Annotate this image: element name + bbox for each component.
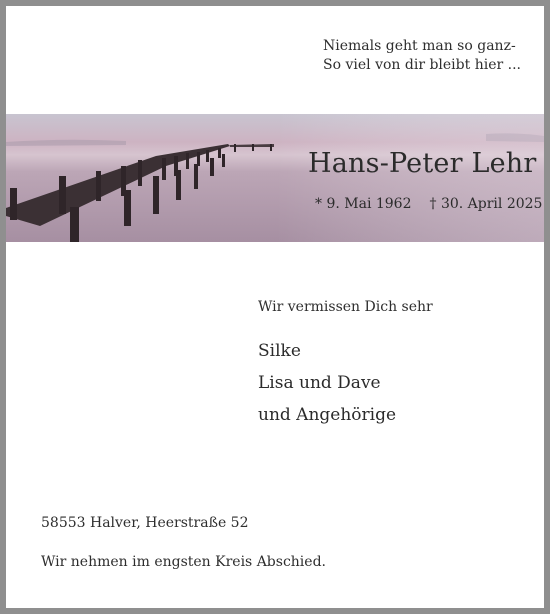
mourner-name: und Angehörige bbox=[258, 405, 397, 425]
death-date: † 30. April 2025 bbox=[429, 196, 543, 212]
quote-line-1: Niemals geht man so ganz- bbox=[323, 38, 516, 54]
birth-date: * 9. Mai 1962 bbox=[315, 196, 412, 212]
farewell-note: Wir nehmen im engsten Kreis Abschied. bbox=[41, 554, 326, 570]
life-dates bbox=[315, 196, 542, 212]
family-address: 58553 Halver, Heerstraße 52 bbox=[41, 515, 249, 531]
mourner-name: Lisa und Dave bbox=[258, 373, 381, 393]
quote-line-2: So viel von dir bleibt hier ... bbox=[323, 57, 521, 73]
mourner-name: Silke bbox=[258, 341, 301, 361]
memorial-quote bbox=[323, 37, 521, 75]
remembrance-message: Wir vermissen Dich sehr bbox=[258, 299, 433, 315]
mourners-list bbox=[258, 335, 396, 431]
deceased-name: Hans-Peter Lehr bbox=[308, 148, 537, 179]
